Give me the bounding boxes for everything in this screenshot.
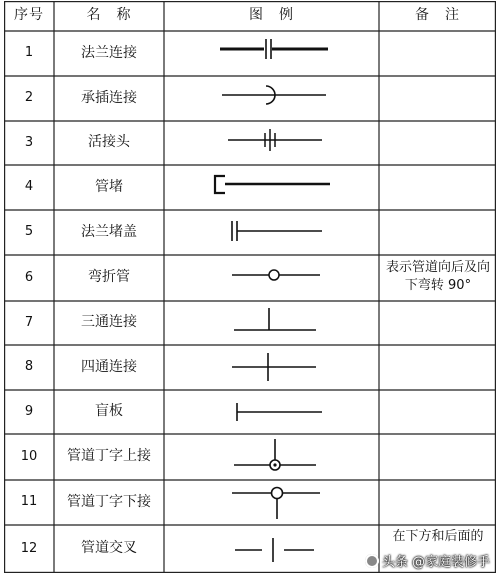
row-index: 5 — [24, 224, 34, 240]
row-index: 9 — [24, 403, 34, 419]
row-index: 1 — [24, 45, 34, 61]
row-name: 管道交叉 — [81, 540, 137, 557]
tee-joint-icon — [234, 308, 316, 330]
row-remark: 表示管道向后及向下弯转 90° — [385, 260, 490, 293]
row-index: 10 — [20, 448, 38, 464]
cross-joint-icon — [232, 353, 316, 381]
row-index: 8 — [24, 359, 34, 375]
header-legend: 图 例 — [249, 7, 294, 24]
row-name: 活接头 — [88, 134, 130, 151]
watermark — [365, 551, 490, 570]
row-name: 法兰堵盖 — [81, 223, 137, 240]
row-remark: 在下方和后面的 — [392, 529, 484, 544]
watermark-logo-icon — [365, 554, 379, 568]
row-index: 11 — [20, 494, 38, 510]
row-index: 4 — [24, 179, 34, 195]
row-index: 6 — [24, 269, 34, 285]
row-name: 三通连接 — [81, 314, 137, 331]
pipe-plug-icon — [215, 176, 330, 193]
row-name: 四通连接 — [81, 358, 137, 375]
header-remark: 备 注 — [415, 7, 460, 24]
tee-down-connection-icon — [232, 488, 320, 520]
row-name: 管堵 — [95, 178, 123, 195]
row-index: 7 — [24, 314, 34, 330]
bent-pipe-icon — [232, 270, 320, 280]
blind-plate-icon — [237, 403, 322, 421]
row-index: 2 — [24, 90, 34, 106]
blind-flange-cover-icon — [232, 221, 322, 241]
row-name: 管道丁字下接 — [67, 493, 151, 510]
row-name: 法兰连接 — [81, 44, 137, 61]
row-index: 12 — [20, 540, 38, 556]
row-name: 承插连接 — [81, 89, 137, 106]
pipe-symbol-legend-table — [4, 1, 496, 573]
union-joint-icon — [228, 129, 322, 151]
watermark-text: 头条 @家庭装修手 — [381, 555, 490, 570]
row-name: 盲板 — [95, 403, 123, 420]
header-name: 名 称 — [86, 7, 132, 24]
flange-joint-icon — [220, 39, 328, 59]
header-index: 序号 — [14, 7, 44, 24]
pipe-crossing-icon — [235, 538, 314, 562]
row-name: 弯折管 — [88, 269, 130, 286]
row-index: 3 — [24, 134, 34, 150]
row-name: 管道丁字上接 — [67, 448, 151, 465]
socket-joint-icon — [222, 86, 326, 104]
tee-up-connection-icon — [234, 439, 316, 470]
